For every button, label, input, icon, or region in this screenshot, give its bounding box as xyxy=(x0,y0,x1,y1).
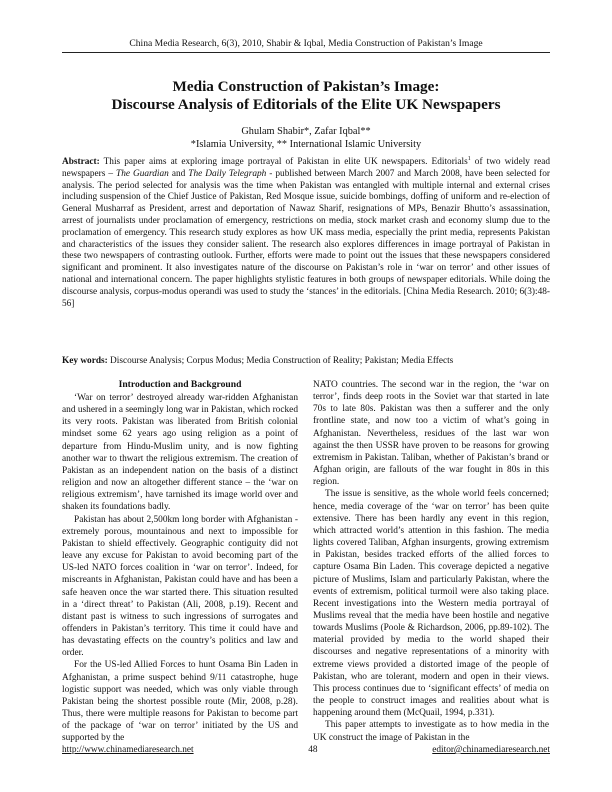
abstract-text-2: of two widely read newspapers – xyxy=(62,157,551,179)
authors: Ghulam Shabir*, Zafar Iqbal** xyxy=(241,126,371,137)
keywords-label: Key words: xyxy=(62,356,108,366)
body-paragraph: For the US-led Allied Forces to hunt Osama Bin Laden in Afghanistan, a prime suspect behind 9/11 catastrophe, huge logistic support was needed, which was only viable through Pakistan being the shortest possible route (Mir, 2008, p.28). Thus, there were multiple reasons for Pakistan to become part of the package of ‘war on terror’ initiated by the US and supported by the xyxy=(62,660,298,744)
abstract xyxy=(62,157,550,310)
paper-title-line-1: Media Construction of Pakistan’s Image: xyxy=(172,78,440,95)
newspaper-telegraph: The Daily Telegraph xyxy=(188,168,267,179)
page-footer xyxy=(62,745,550,755)
body-paragraph: This paper attempts to investigate as to how media in the UK construct the image of Pakistan in the xyxy=(313,720,549,743)
keywords xyxy=(62,356,550,368)
body-paragraph: The issue is sensitive, as the whole world feels concerned; hence, media coverage of the ‘war on terror’ has been quite extensive. There has been hardly any event in this region, which attracted world’s attention in this fashion. The media lights covered Taliban, Afghan insurgents, growing extremism in Pakistan, besides tracked efforts of the allied forces to capture Osama Bin Laden. This coverage depicted a negative picture of Muslims, Islam and particularly Pakistan, where the events of extremism, political turmoil were also taking place. Recent investigations into the Western media portrayal of Muslims reveal that the media have been hostile and negative towards Muslims (Poole & Richardson, 2006, pp.89-102). The material provided by media to the world shaped their discourses and negative representations of a minority with extreme views provided a distorted image of the people of Pakistan, who are tolerant, modern and open in their views. This process continues due to ‘significant effects’ of media on the people to construct images and realities about what is happening around them (McQuail, 1994, p.331). xyxy=(313,489,549,719)
running-header: China Media Research, 6(3), 2010, Shabir & Iqbal, Media Construction of Pakistan’s Image xyxy=(62,38,550,53)
paper-title-line-2: Discourse Analysis of Editorials of the Elite UK Newspapers xyxy=(111,96,501,113)
footnote-marker: 1 xyxy=(467,155,471,162)
title-block xyxy=(62,78,550,151)
body-paragraph: NATO countries. The second war in the region, the ‘war on terror’, finds deep roots in the Soviet war that started in late 70s to late 80s. Pakistan was then a sufferer and the only frontline state, and now too a victim of what’s going in Afghanistan. Nevertheless, residues of the last war won against the then USSR have proven to be reasons for growing extremism in Pakistan. Taliban, whether of Pakistan’s brand or Afghan origin, are fallouts of the war fought in 80s in this region. xyxy=(313,380,549,488)
newspaper-guardian: The Guardian xyxy=(116,168,169,179)
section-heading: Introduction and Background xyxy=(118,379,242,390)
abstract-text-1: This paper aims at exploring image portrayal of Pakistan in elite UK newspapers. Editorials xyxy=(103,157,468,167)
website-link[interactable]: http://www.chinamediaresearch.net xyxy=(62,745,194,755)
left-column xyxy=(62,379,298,745)
abstract-text-4: - published between March 2007 and March 2008, have been selected for analysis. The period selected for analysis was the time when Pakistan was entangled with multiple internal and external crises including suspension of the Chief Justice of Pakistan, Red Mosque issue, suicide bombings, doffing of uniform and re-election of General Musharraf as President, arrest and deportation of Nawaz Sharif, resignations of MPs, Benazir Bhutto’s assassination, arrest of journalists under proclamation of emergency, restrictions on media, stock market crash and economy slump due to the proclamation of emergency. This research study explores as how UK mass media, especially the print media, represents Pakistan and characteristics of the issues they consider salient. The research also explores differences in image portrayal of Pakistan in these two newspapers of contrasting outlook. Further, efforts were made to point out the issues that these newspapers considered significant and prominent. It also investigates nature of the discourse on Pakistan’s role in ‘war on terror’ and other issues of national and international concern. The paper highlights stylistic features in both groups of newspaper editorials. While doing the discourse analysis, corpus-modus operandi was used to study the ‘stances’ in the editorials. [China Media Research. 2010; 6(3):48-56] xyxy=(62,168,550,309)
abstract-text-3: and xyxy=(168,168,189,179)
right-column xyxy=(313,379,549,744)
body-paragraph: ‘War on terror’ destroyed already war-ridden Afghanistan and ushered in a seemingly long war in Pakistan, which rocked its very roots. Pakistan was liberated from British colonial mindset some 62 years ago using religion as a point of departure from Hindu-Muslim unity, and is now fighting another war to thwart the religious extremism. The creation of Pakistan as an independent nation on the basis of a distinct religion and now an altogether different stance – the ‘war on religious extremism’, have tarnished its image world over and shaken its foundations badly. xyxy=(62,393,298,513)
abstract-label: Abstract: xyxy=(62,157,100,167)
body-paragraph: Pakistan has about 2,500km long border with Afghanistan - extremely porous, mountainous and next to impossible for Pakistan to shield effectively. Geographic contiguity did not leave any excuse for Pakistan to avoid becoming part of the US-led NATO forces coalition in ‘war on terror’. Indeed, for miscreants in Afghanistan, Pakistan could have and has been a safe heaven once the war started there. This situation resulted in a ‘direct threat’ to Pakistan (Ali, 2008, p.19). Recent and distant past is witness to such ingressions of surrogates and offenders in Pakistan’s territory. This time it could have and has devastating effects on the country’s politics and law and order. xyxy=(62,514,298,659)
email-link[interactable]: editor@chinamediaresearch.net xyxy=(432,745,550,755)
page-number: 48 xyxy=(308,745,318,755)
affiliations: *Islamia University, ** International Islamic University xyxy=(190,139,422,150)
keywords-text: Discourse Analysis; Corpus Modus; Media Construction of Reality; Pakistan; Media Effects xyxy=(107,356,454,366)
